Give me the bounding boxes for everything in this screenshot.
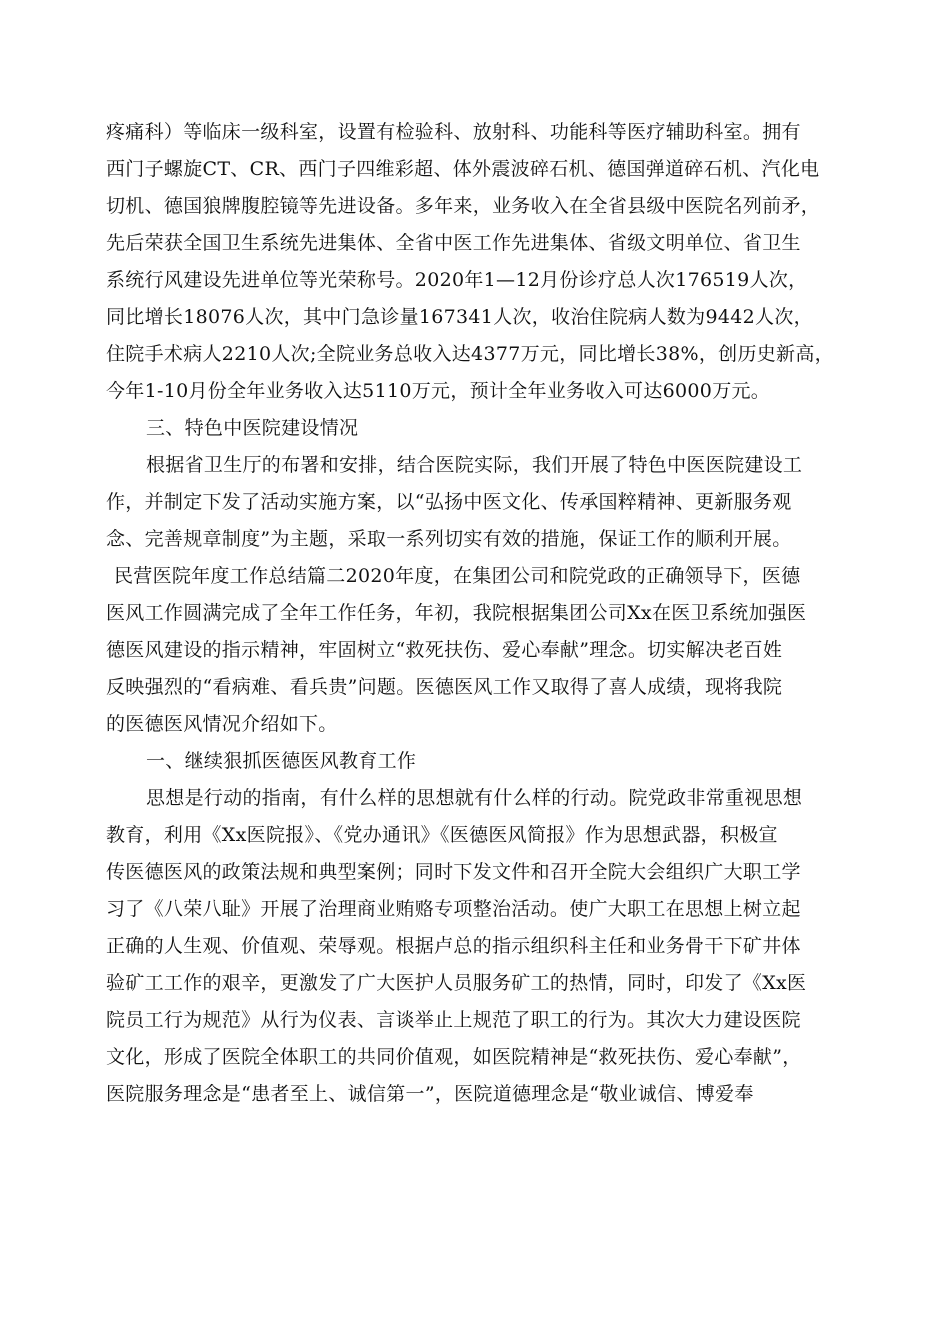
text-line: 念、完善规章制度”为主题，采取一系列切实有效的措施，保证工作的顺利开展。 [106,528,792,550]
text-line: 切机、德国狼牌腹腔镜等先进设备。多年来，业务收入在全省县级中医院名列前矛， [106,195,821,217]
text-line: 根据省卫生厅的布署和安排，结合医院实际，我们开展了特色中医医院建设工 [146,454,803,476]
text-line: 正确的人生观、价值观、荣辱观。根据卢总的指示组织科主任和业务骨干下矿井体 [106,935,801,957]
section-heading: 三、特色中医院建设情况 [146,417,359,439]
text-line: 医院服务理念是“患者至上、诚信第一”，医院道德理念是“敬业诚信、博爱奉 [106,1083,754,1105]
text-line: 传医德医风的政策法规和典型案例；同时下发文件和召开全院大会组织广大职工学 [106,861,801,883]
text-line: 今年1-10月份全年业务收入达5110万元，预计全年业务收入可达6000万元。 [106,380,771,402]
text-line: 教育，利用《Xx医院报》、《党办通讯》《医德医风简报》作为思想武器，积极宣 [106,824,778,846]
section-heading: 一、继续狠抓医德医风教育工作 [146,750,417,772]
text-line: 的医德医风情况介绍如下。 [106,713,338,735]
text-line: 先后荣获全国卫生系统先进集体、全省中医工作先进集体、省级文明单位、省卫生 [106,232,801,254]
text-line: 院员工行为规范》从行为仪表、言谈举止上规范了职工的行为。其次大力建设医院 [106,1009,801,1031]
text-line: 习了《八荣八耻》开展了治理商业贿赂专项整治活动。使广大职工在思想上树立起 [106,898,801,920]
text-line: 作，并制定下发了活动实施方案，以“弘扬中医文化、传承国粹精神、更新服务观 [106,491,792,513]
text-line: 文化，形成了医院全体职工的共同价值观，如医院精神是“救死扶伤、爱心奉献”， [106,1046,802,1068]
text-line: 思想是行动的指南，有什么样的思想就有什么样的行动。院党政非常重视思想 [146,787,803,809]
text-line: 住院手术病人2210人次;全院业务总收入达4377万元，同比增长38%，创历史新高， [106,343,834,365]
text-line: 西门子螺旋CT、CR、西门子四维彩超、体外震波碎石机、德国弹道碎石机、汽化电 [106,158,820,180]
text-line: 同比增长18076人次，其中门急诊量167341人次，收治住院病人数为9442人次， [106,306,813,328]
text-line: 德医风建设的指示精神，牢固树立“救死扶伤、爱心奉献”理念。切实解决老百姓 [106,639,783,661]
text-line: 医风工作圆满完成了全年工作任务，年初，我院根据集团公司Xx在医卫系统加强医 [106,602,807,624]
text-line: 系统行风建设先进单位等光荣称号。2020年1—12月份诊疗总人次176519人次， [106,269,808,291]
text-line: 验矿工工作的艰辛，更激发了广大医护人员服务矿工的热情，同时，印发了《Xx医 [106,972,807,994]
text-line: 反映强烈的“看病难、看兵贵”问题。医德医风工作又取得了喜人成绩，现将我院 [106,676,783,698]
text-line: 疼痛科）等临床一级科室，设置有检验科、放射科、功能科等医疗辅助科室。拥有 [106,121,801,143]
text-line: 民营医院年度工作总结篇二2020年度，在集团公司和院党政的正确领导下，医德 [114,565,801,587]
